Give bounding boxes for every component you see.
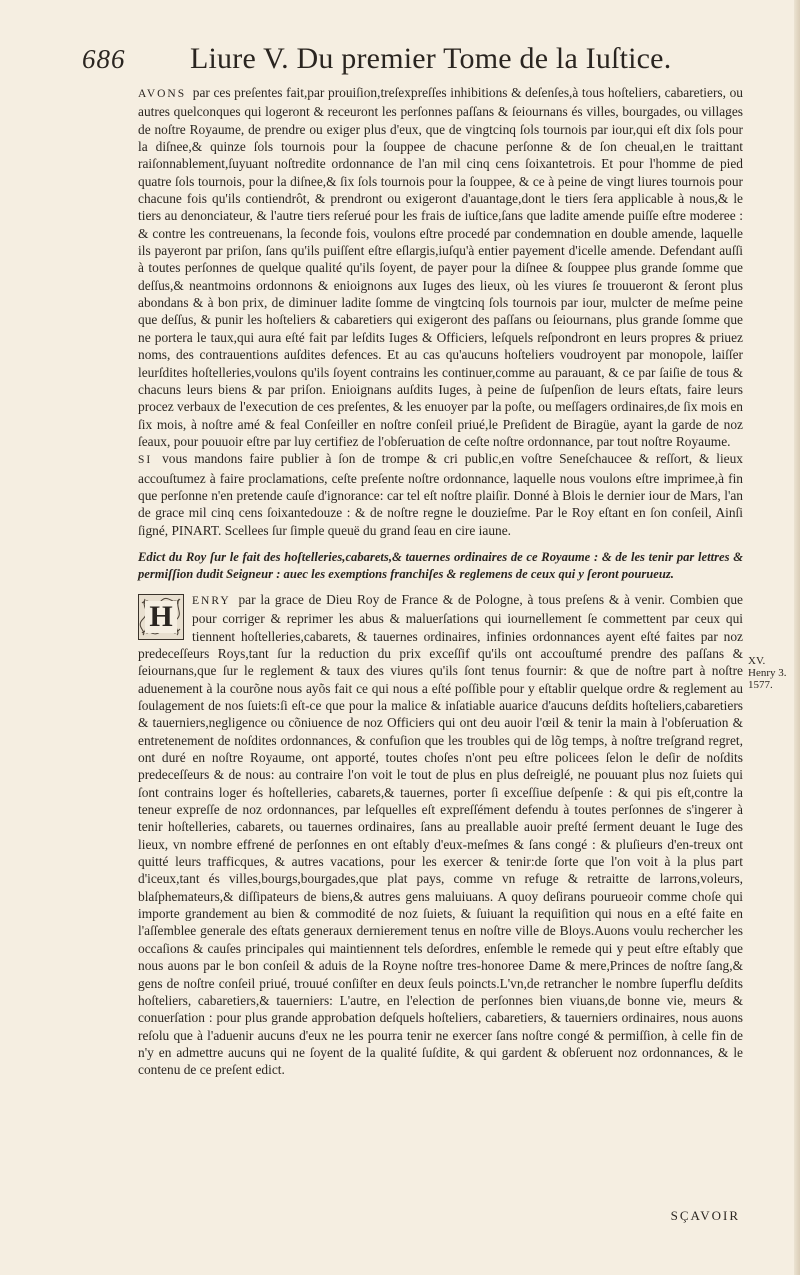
page-number: 686 (82, 44, 126, 74)
edict-title: Edict du Roy ſur le fait des hoſtelleries,cabarets,& tauernes ordinaires de ce Royaume : & de les tenir par lettres & permiſſion dudit Seigneur : auec les exemptions franchiſes & reglemens de ceux qui y ſeront pourueuz. (138, 549, 743, 581)
paragraph-text: par la grace de Dieu Roy de France & de Pologne, à tous preſens & à venir. Combien que pour corriger & reprimer les abus & maluerſations qui iournellement ſe commettent par ceux qui tiennent hoſtelleries,cabarets, & tauernes ordinaires, infinies ordonnances ayent eſté faites par noz predeceſſeurs Roys,tant ſur la reduction du prix exceſſif qu'ils ont accouſtumé prendre des paſſans & ſeiournans,que ſur le reglement & taux des viures qu'ils ſont tenus fournir: & que de noſtre part à noſtre aduenement à la courõne nous ayõs fait ce qui nous a eſté poſſible pour y eſtablir quelque ordre & reglement au ſoulagement de nos ſuiets:ſi eſt-ce que pour la malice & inſatiable auarice d'aucuns deſdits hoſteliers,cabaretiers & tauerniers,negligence ou cõniuence de noz Officiers qui ont deu auoir l'œil & tenir la main à l'obſeruation & entretenement de noſdites ordonnances, & confuſion que les troubles qui de lõg temps, à noſtre treſgrand regret, ont duré en noſtre Royaume, ont apporté, toutes choſes n'ont peu eſtre policees ſelon le deſir de noſdits predeceſſeurs & de nous: au contraire l'on voit le tout de plus en plus deſreiglé, ne pouuant plus noz ſuiets qui ſont contrains loger és hoſtelleries, cabarets,& tauernes, porter ſi exceſſiue deſpenſe : & qui pis eſt,contre la teneur expreſſe de noz ordonnances, par leſquelles eſt expreſſément defendu à toutes perſonnes de s'ingerer à tenir hoſtelleries, cabarets, ou tauernes ordinaires, ſans au preallable auoir preſté ſerment deuant le Iuge des lieux, vn nombre effrené de perſonnes en ont eſtably d'eux-meſmes & ſans congé : & pluſieurs d'en-treux ont quitté leurs trafficques, & autres vacations, pour les exercer & tenir:de ſorte que l'on voit à la plus part d'iceux,tant és villes,bourgs,bourgades,que plat pays, comme vn refuge & retraitte de larrons,voleurs, blaſphemateurs,& diſſipateurs de biens,& autres gens maluiuans. A quoy deſirans pourueoir comme choſe qui importe grandement au bien & commodité de noz ſuiets, & ſuiuant la requiſition qui nous en a eſté faite en l'aſſemblee generale des eſtats generaux dernierement tenus en noſtre ville de Bloys.Auons voulu rechercher les occaſions & cauſes principales qui maintiennent tels deſordres, enſemble le remede qui y peut eſtre eſtably que nous auons par le bon conſeil & aduis de la Royne noſtre tres-honoree Dame & mere,Princes de noſtre ſang,& gens de noſtre conſeil priué, trouué conſiſter en deux ſeuls poincts.L'vn,de retrancher le nombre ſuperflu deſdits hoſteliers, cabaretiers,& tauerniers: L'autre, en l'election de perſonnes bien viuans,de bonne vie, meurs & conuerſation : pour plus grande approbation deſquels hoſteliers, cabaretiers, & tauerniers ordinaires, nous auons reſolu que à l'aduenir aucuns d'eux ne les pourra tenir ne exercer ſans noſtre congé & permiſſion, à celle fin de n'y en admettre aucuns qui ne ſoyent de la qualité ſuſdite, & qui gardent & obſeruent noz ordonnances, & le contenu de ce preſent edict. (138, 591, 743, 1078)
body-text (138, 84, 743, 1079)
ordinance-paragraph (138, 84, 743, 450)
paragraph-lead: ENRY (192, 594, 231, 607)
catchword: SÇAVOIR (670, 1208, 740, 1223)
edict-paragraph (138, 591, 743, 1079)
page-edge (794, 0, 800, 1275)
decorated-initial (138, 594, 184, 640)
paragraph-lead: SI (138, 454, 153, 467)
margin-note-number: XV. (748, 655, 766, 667)
running-title: Liure V. Du premier Tome de la Iuſtice. (190, 42, 672, 75)
margin-note (748, 655, 794, 691)
paragraph-text: vous mandons faire publier à ſon de trompe & cri public,en voſtre Seneſchaucee & reſſort, & lieux accouſtumez à faire proclamations, ceſte preſente noſtre ordonnance, laquelle nous voulons eſtre imprimee,à fin que perſonne n'en pretende cauſe d'ignorance: car tel eſt noſtre plaiſir. Donné à Blois le dernier iour de Mars, l'an de grace mil cinq cens ſoixantedouze : & de noſtre regne le douzieſme. Par le Roy eſtant en ſon conſeil, Ainſi ſigné, PINART. Scellees ſur ſimple queuë du grand ſeau en cire iaune. (138, 451, 743, 538)
margin-note-king: Henry 3. (748, 667, 787, 679)
running-header (82, 42, 742, 76)
dropcap-letter: H (145, 601, 176, 633)
paragraph-text: par ces preſentes fait,par prouiſion,treſexpreſſes inhibitions & deſenſes,à tous hoſteliers, cabaretiers, ou autres quelconques qui logeront & receuront les perſonnes paſſans & ſeiournans és villes, bourgades, ou villages de noſtre Royaume, de prendre ou exiger plus d'eux, que de vingtcinq ſols tournois par iour,qui eſt dix ſols pour la diſnee,& quinze ſols tournois pour la ſouppee de chacune perſonne & de ſon cheual,en le traittant raiſonnablement,ſuyuant noſtredite ordonnance de l'an mil cinq cens ſoixantetrois. Et pour l'homme de pied quatre ſols tournois, pour la diſnee,& ſix ſols tournois pour la ſouppee, & ce à peine de vingt liures tournois pour chacune fois qu'ils contiendrôt, & prendront ou exigeront d'auantage,dont le tiers ſera applicable à nous,& le tiers au denonciateur, & l'autre tiers reſerué pour les frais de iuſtice,ſans que ladite amende puiſſe eſtre moderee : & contre les contreuenans, la ſeconde fois, voulons eſtre procedé par condemnation en double amende, laquelle ils payeront par priſon, ſans qu'ils puiſſent eſtre eſlargis,iuſqu'à entier payement d'icelle amende. Defendant auſſi à toutes perſonnes de quelque qualité qu'ils ſoyent, de payer pour la diſnee & ſouppee plus grande ſomme que deſſus,& neantmoins ordonnons & enioignons aux Iuges des lieux, où les viures ſe trouueront & ſeront plus abondans & à bon prix, de diminuer ladite ſomme de vingtcinq ſols tournois par iour, mulcter de meſme peine que deſſus, & punir les hoſteliers & cabaretiers qui exigeront des paſſans ou ſeiournans, plus grande ſomme que ne portera le taux,qui aura eſté fait par leſdits Iuges & Officiers, leſquels reſpondront en leurs propres & priuez noms, des contrauentions auſdites defences. Et au cas qu'aucuns hoſteliers voudroyent par monopole, laiſſer leurſdites hoſtelleries,voulons qu'ils ſoyent contrains les continuer,comme au parauant, & ce par ſaiſie de tous & chacuns leurs biens & par priſon. Enioignans auſdits Iuges, à peine de ſuſpenſion de leurs eſtats, faire leurs procez verbaux de l'execution de ces preſentes, & les enuoyer par la poſte, ou meſſagers ordinaires,de ſix mois en ſix mois, à noſtre amé & feal Conſeiller en noſtre conſeil priué,le Preſident de Biragüe, ayant la garde de noz ſeaux, pour pouuoir eſtre par luy certifiez de l'obſeruation de ceſte noſtre ordonnance, par tout noſtre Royaume. (138, 85, 743, 449)
mandate-paragraph (138, 450, 743, 539)
paragraph-lead: AVONS (138, 88, 187, 100)
margin-note-year: 1577. (748, 679, 773, 691)
